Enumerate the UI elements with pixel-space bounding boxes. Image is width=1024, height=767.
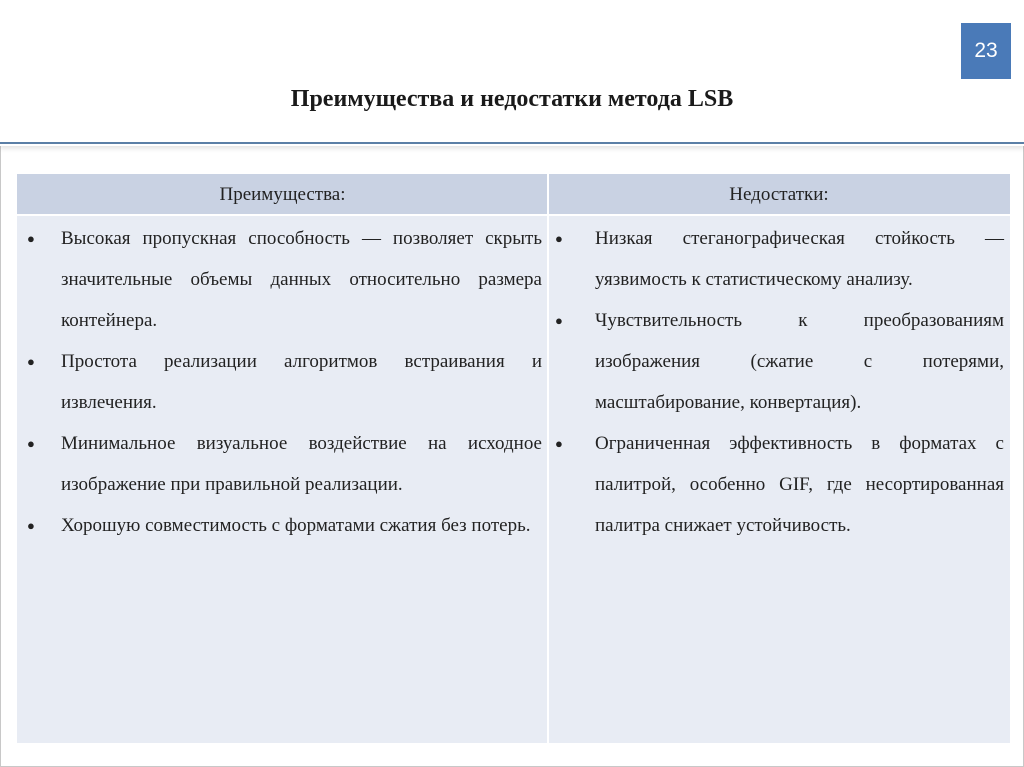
column-divider [547,174,549,743]
disadvantage-text: Низкая стеганографическая стойкость — уязвимость к статистическому анализу. [595,228,1004,290]
advantage-text: Хорошую совместимость с форматами сжатия без потерь. [61,515,531,536]
disadvantages-header: Недостатки: [729,184,829,205]
disadvantages-list [553,218,1004,546]
advantages-header: Преимущества: [219,184,346,205]
advantages-list [17,218,542,546]
bullet-icon: ● [27,436,35,451]
disadvantage-item [553,423,1004,546]
bullet-icon: ● [27,518,35,533]
header-row-divider [17,214,1010,216]
bullet-icon: ● [555,313,563,328]
slide-header [0,0,1024,146]
slide-title: Преимущества и недостатки метода LSB [290,86,734,112]
table-header-row [17,174,1010,214]
comparison-table [17,174,1010,743]
disadvantage-item [553,300,1004,423]
bullet-icon: ● [555,436,563,451]
advantage-text: Простота реализации алгоритмов встраивания и извлечения. [61,351,542,413]
bullet-icon: ● [27,354,35,369]
bullet-icon: ● [555,231,563,246]
disadvantage-text: Ограниченная эффективность в форматах с палитрой, особенно GIF, где несортированная палитра снижает устойчивость. [595,433,1004,536]
advantage-item [17,218,542,341]
bullet-icon: ● [27,231,35,246]
advantage-text: Минимальное визуальное воздействие на исходное изображение при правильной реализации. [61,433,542,495]
advantage-item [17,423,542,505]
advantage-item [17,505,542,546]
advantage-text: Высокая пропускная способность — позволяет скрыть значительные объемы данных относительно размера контейнера. [61,228,542,331]
disadvantage-item [553,218,1004,300]
disadvantage-text: Чувствительность к преобразованиям изображения (сжатие с потерями, масштабирование, конвертация). [595,310,1004,413]
slide-number-badge: 23 [961,23,1011,79]
header-divider-line [0,142,1024,144]
advantage-item [17,341,542,423]
